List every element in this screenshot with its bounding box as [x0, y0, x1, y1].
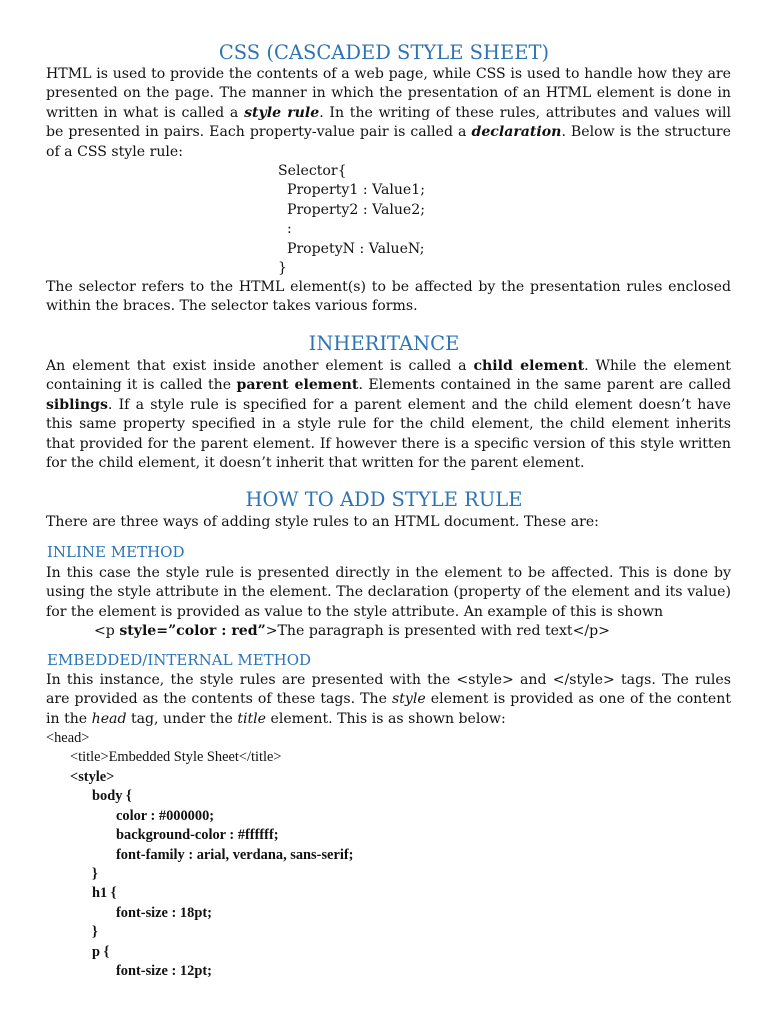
term-title: title [237, 710, 266, 727]
term-parent-element: parent element [236, 377, 359, 394]
embedded-text-4: element. This is as shown below: [266, 710, 506, 727]
css-intro-paragraph [46, 65, 731, 162]
code-line: <title>Embedded Style Sheet</title> [70, 749, 282, 765]
embedded-method-heading: EMBEDDED/INTERNAL METHOD [47, 651, 312, 669]
selector-paragraph: The selector refers to the HTML element(s) to be affected by the presentation rules enclosed within the braces. The selector takes various forms. [46, 279, 731, 315]
structure-line: Selector{ [278, 163, 347, 179]
code-line: font-size : 12pt; [116, 963, 212, 979]
css-heading: CSS (CASCADED STYLE SHEET) [218, 41, 550, 64]
embedded-text-1: In this instance, the style rules are presented with the <style> and </style> tags. The rules are provided as the contents of these tags. The [46, 672, 731, 708]
code-line: } [92, 924, 98, 940]
structure-line: : [278, 221, 292, 237]
embedded-paragraph [46, 671, 731, 729]
inheritance-text-3: . Elements contained in the same parent are called [358, 377, 732, 394]
code-line: } [92, 866, 98, 882]
term-head: head [91, 710, 127, 727]
inheritance-text-1: An element that exist inside another element is called a [46, 358, 474, 374]
code-line: <head> [46, 730, 90, 746]
intro-text-1: HTML is used to provide the contents of a web page, while CSS is used to handle how they are presented on the page. The manner in which the presentation of an HTML element is done in written in what is called a [46, 66, 731, 121]
code-line: p { [92, 944, 110, 960]
term-style: style [392, 691, 426, 708]
inheritance-text-4: . If a style rule is specified for a parent element and the child element doesn’t have this same property specified in a style rule for the child element, the child element inherits that provided for the parent element. If however there is a specific version of this style written for the child element, it doesn’t inherit that written for the parent element. [46, 396, 731, 472]
inheritance-paragraph [46, 357, 731, 473]
code-line: font-size : 18pt; [116, 905, 212, 921]
structure-line: } [278, 260, 287, 276]
add-intro-paragraph: There are three ways of adding style rules to an HTML document. These are: [46, 514, 599, 530]
term-style-rule: style rule [244, 104, 320, 121]
structure-line: Property1 : Value1; [278, 182, 425, 198]
code-line: background-color : #ffffff; [116, 827, 279, 843]
inline-example [94, 622, 610, 641]
how-to-add-heading: HOW TO ADD STYLE RULE [245, 488, 523, 511]
embedded-text-3: tag, under the [126, 710, 238, 727]
term-siblings: siblings [46, 396, 108, 413]
inline-example-open: <p [94, 623, 120, 639]
intro-text-3: . Below is the structure of a CSS style rule: [46, 124, 731, 160]
code-line: <style> [70, 769, 115, 785]
code-line: color : #000000; [116, 808, 215, 824]
inheritance-text-2: . While the element containing it is called the [46, 358, 731, 394]
term-declaration: declaration [471, 124, 562, 141]
code-line: h1 { [92, 885, 117, 901]
inheritance-heading: INHERITANCE [308, 332, 460, 355]
code-line: body { [92, 788, 132, 804]
structure-line: PropetyN : ValueN; [278, 241, 425, 257]
code-line: font-family : arial, verdana, sans-serif; [116, 847, 354, 863]
embedded-text-2: element is provided as one of the content in the [46, 691, 731, 727]
structure-line: Property2 : Value2; [278, 202, 425, 218]
intro-text-2: . In the writing of these rules, attributes and values will be presented in pairs. Each property-value pair is called a [46, 104, 731, 141]
term-child-element: child element [473, 358, 585, 374]
inline-example-attribute: style=”color : red” [119, 623, 266, 639]
inline-paragraph: In this case the style rule is presented directly in the element to be affected. This is done by using the style attribute in the element. The declaration (property of the element and its value) for the element is provided as value to the style attribute. An example of this is shown [46, 565, 731, 620]
inline-method-heading: INLINE METHOD [47, 543, 185, 561]
inline-example-rest: >The paragraph is presented with red text</p> [265, 623, 610, 639]
